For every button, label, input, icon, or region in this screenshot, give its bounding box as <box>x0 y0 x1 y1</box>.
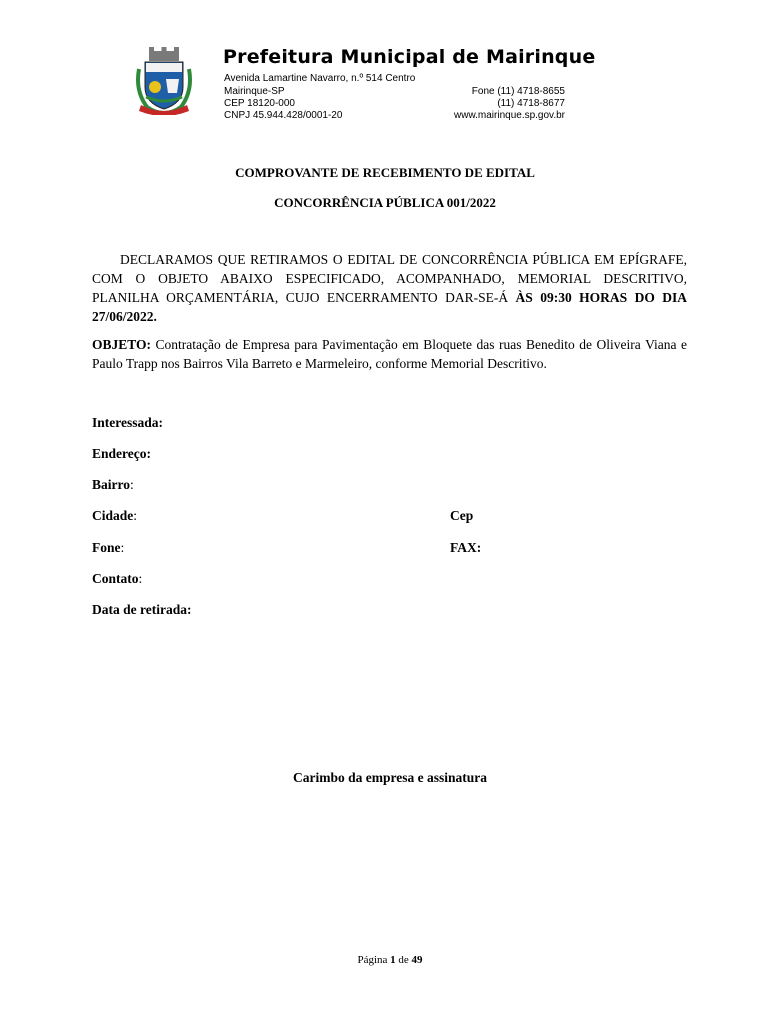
objeto-label: OBJETO: <box>92 337 152 352</box>
document-subtitle: CONCORRÊNCIA PÚBLICA 001/2022 <box>274 195 496 210</box>
stamp-signature-label: Carimbo da empresa e assinatura <box>293 770 487 785</box>
objeto-text: Contratação de Empresa para Pavimentação em Bloquete das ruas Benedito de Oliveira Viana e Paulo Trapp nos Bairros Vila Barreto e Marmeleiro, conforme Memorial Descritivo. <box>92 337 687 371</box>
document-title: COMPROVANTE DE RECEBIMENTO DE EDITAL <box>235 165 535 180</box>
field-fone: Fone: <box>92 540 125 555</box>
declaration-paragraph <box>92 250 687 326</box>
field-endereco: Endereço: <box>92 446 151 461</box>
page-number: Página 1 de 49 <box>357 954 423 966</box>
letterhead-cep: CEP 18120-000 <box>224 98 295 109</box>
field-cidade: Cidade: <box>92 508 138 523</box>
municipal-coat-of-arms-icon <box>133 47 195 115</box>
letterhead-cnpj: CNPJ 45.944.428/0001-20 <box>224 110 343 121</box>
field-contato: Contato: <box>92 571 143 586</box>
letterhead-address: Avenida Lamartine Navarro, n.º 514 Centro <box>224 73 416 84</box>
letterhead-city: Mairinque-SP <box>224 86 285 97</box>
letterhead-website: www.mairinque.sp.gov.br <box>454 110 565 121</box>
field-data-retirada: Data de retirada: <box>92 602 192 617</box>
declaration-deadline: ÀS 09:30 HORAS DO DIA 27/06/2022. <box>92 290 688 324</box>
field-bairro: Bairro: <box>92 477 134 492</box>
field-interessada: Interessada: <box>92 415 164 430</box>
letterhead-phone-1: Fone (11) 4718-8655 <box>471 86 565 97</box>
field-fax: FAX: <box>450 540 482 555</box>
objeto-paragraph <box>92 335 687 373</box>
letterhead-phone-2: (11) 4718-8677 <box>497 98 565 109</box>
declaration-text: DECLARAMOS QUE RETIRAMOS O EDITAL DE CONCORRÊNCIA PÚBLICA EM EPÍGRAFE, COM O OBJETO ABAIXO ESPECIFICADO, ACOMPANHADO, MEMORIAL DESCRITIVO, PLANILHA ORÇAMENTÁRIA, CUJO ENCERRAMENTO DAR-SE-Á <box>92 252 687 305</box>
field-cep: Cep <box>450 508 474 523</box>
organization-name: Prefeitura Municipal de Mairinque <box>223 46 596 68</box>
